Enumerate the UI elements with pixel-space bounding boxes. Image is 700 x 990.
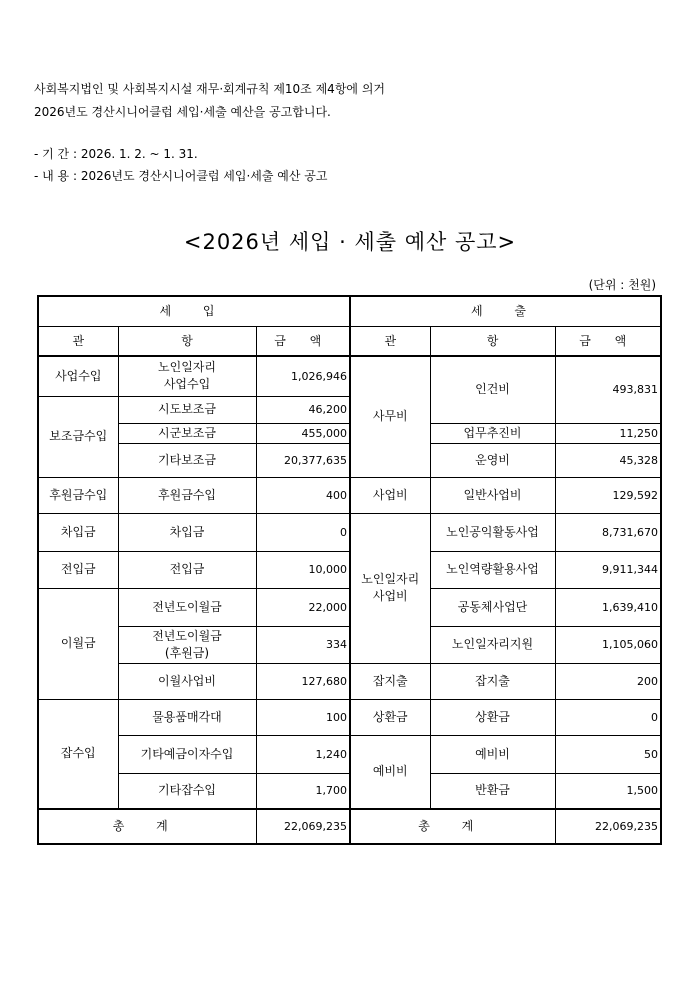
budget-table xyxy=(37,295,662,845)
expenditure-gwan: 상환금 xyxy=(350,699,430,735)
expenditure-total: 22,069,235 xyxy=(555,809,661,844)
revenue-amount: 1,026,946 xyxy=(256,356,350,396)
revenue-hang: 기타예금이자수입 xyxy=(118,735,256,773)
expenditure-amount: 45,328 xyxy=(555,443,661,477)
expenditure-hang: 공동체사업단 xyxy=(430,588,555,626)
revenue-hang: 차입금 xyxy=(118,513,256,551)
revenue-hang: 기타보조금 xyxy=(118,443,256,477)
expenditure-gwan: 사업비 xyxy=(350,477,430,513)
expenditure-amount: 493,831 xyxy=(555,356,661,423)
revenue-amount: 127,680 xyxy=(256,663,350,699)
expenditure-gwan: 잡지출 xyxy=(350,663,430,699)
revenue-gwan: 사업수입 xyxy=(38,356,118,396)
expenditure-hang: 운영비 xyxy=(430,443,555,477)
revenue-hang: 전년도이월금 xyxy=(118,588,256,626)
revenue-hang: 시군보조금 xyxy=(118,423,256,443)
expenditure-gwan: 사무비 xyxy=(350,356,430,477)
revenue-gwan: 이월금 xyxy=(38,588,118,699)
revenue-total: 22,069,235 xyxy=(256,809,350,844)
expenditure-hang: 노인일자리지원 xyxy=(430,626,555,663)
header-gwan: 관 xyxy=(350,327,430,357)
revenue-amount: 22,000 xyxy=(256,588,350,626)
revenue-amount: 0 xyxy=(256,513,350,551)
revenue-hang: 전년도이월금 (후원금) xyxy=(118,626,256,663)
revenue-amount: 1,240 xyxy=(256,735,350,773)
expenditure-hang: 상환금 xyxy=(430,699,555,735)
header-amount: 금 액 xyxy=(256,327,350,357)
notice-details xyxy=(34,143,328,187)
expenditure-hang: 업무추진비 xyxy=(430,423,555,443)
expenditure-hang: 반환금 xyxy=(430,773,555,809)
expenditure-amount: 50 xyxy=(555,735,661,773)
header-hang: 항 xyxy=(118,327,256,357)
expenditure-gwan: 예비비 xyxy=(350,735,430,809)
expenditure-amount: 200 xyxy=(555,663,661,699)
intro-line-2: 2026년도 경산시니어클럽 세입·세출 예산을 공고합니다. xyxy=(34,105,331,119)
expenditure-hang: 잡지출 xyxy=(430,663,555,699)
expenditure-amount: 129,592 xyxy=(555,477,661,513)
expenditure-gwan: 노인일자리 사업비 xyxy=(350,513,430,663)
header-revenue: 세 입 xyxy=(38,296,350,327)
revenue-hang: 전입금 xyxy=(118,551,256,588)
revenue-amount: 334 xyxy=(256,626,350,663)
revenue-gwan: 잡수입 xyxy=(38,699,118,809)
revenue-hang: 시도보조금 xyxy=(118,396,256,423)
revenue-hang: 후원금수입 xyxy=(118,477,256,513)
expenditure-total-label: 총 계 xyxy=(350,809,555,844)
expenditure-amount: 1,500 xyxy=(555,773,661,809)
intro-line-1: 사회복지법인 및 사회복지시설 재무·회계규칙 제10조 제4항에 의거 xyxy=(34,82,385,96)
expenditure-hang: 노인역량활용사업 xyxy=(430,551,555,588)
header-amount: 금 액 xyxy=(555,327,661,357)
revenue-total-label: 총 계 xyxy=(38,809,256,844)
revenue-amount: 20,377,635 xyxy=(256,443,350,477)
expenditure-amount: 0 xyxy=(555,699,661,735)
expenditure-amount: 11,250 xyxy=(555,423,661,443)
expenditure-hang: 인건비 xyxy=(430,356,555,423)
expenditure-amount: 8,731,670 xyxy=(555,513,661,551)
revenue-gwan: 보조금수입 xyxy=(38,396,118,477)
expenditure-hang: 예비비 xyxy=(430,735,555,773)
notice-content: - 내 용 : 2026년도 경산시니어클럽 세입·세출 예산 공고 xyxy=(34,169,328,183)
revenue-gwan: 후원금수입 xyxy=(38,477,118,513)
header-expenditure: 세 출 xyxy=(350,296,661,327)
expenditure-hang: 노인공익활동사업 xyxy=(430,513,555,551)
header-hang: 항 xyxy=(430,327,555,357)
expenditure-amount: 9,911,344 xyxy=(555,551,661,588)
revenue-amount: 455,000 xyxy=(256,423,350,443)
revenue-hang: 물용품매각대 xyxy=(118,699,256,735)
expenditure-amount: 1,105,060 xyxy=(555,626,661,663)
header-gwan: 관 xyxy=(38,327,118,357)
revenue-amount: 10,000 xyxy=(256,551,350,588)
page-title: <2026년 세입 · 세출 예산 공고> xyxy=(183,230,517,254)
revenue-hang: 노인일자리 사업수입 xyxy=(118,356,256,396)
revenue-amount: 400 xyxy=(256,477,350,513)
notice-period: - 기 간 : 2026. 1. 2. ~ 1. 31. xyxy=(34,147,198,161)
revenue-amount: 100 xyxy=(256,699,350,735)
revenue-gwan: 차입금 xyxy=(38,513,118,551)
expenditure-amount: 1,639,410 xyxy=(555,588,661,626)
unit-label: (단위 : 천원) xyxy=(588,278,656,292)
revenue-hang: 이월사업비 xyxy=(118,663,256,699)
revenue-amount: 1,700 xyxy=(256,773,350,809)
revenue-gwan: 전입금 xyxy=(38,551,118,588)
expenditure-hang: 일반사업비 xyxy=(430,477,555,513)
revenue-hang: 기타잡수입 xyxy=(118,773,256,809)
revenue-amount: 46,200 xyxy=(256,396,350,423)
intro-text xyxy=(34,78,385,124)
